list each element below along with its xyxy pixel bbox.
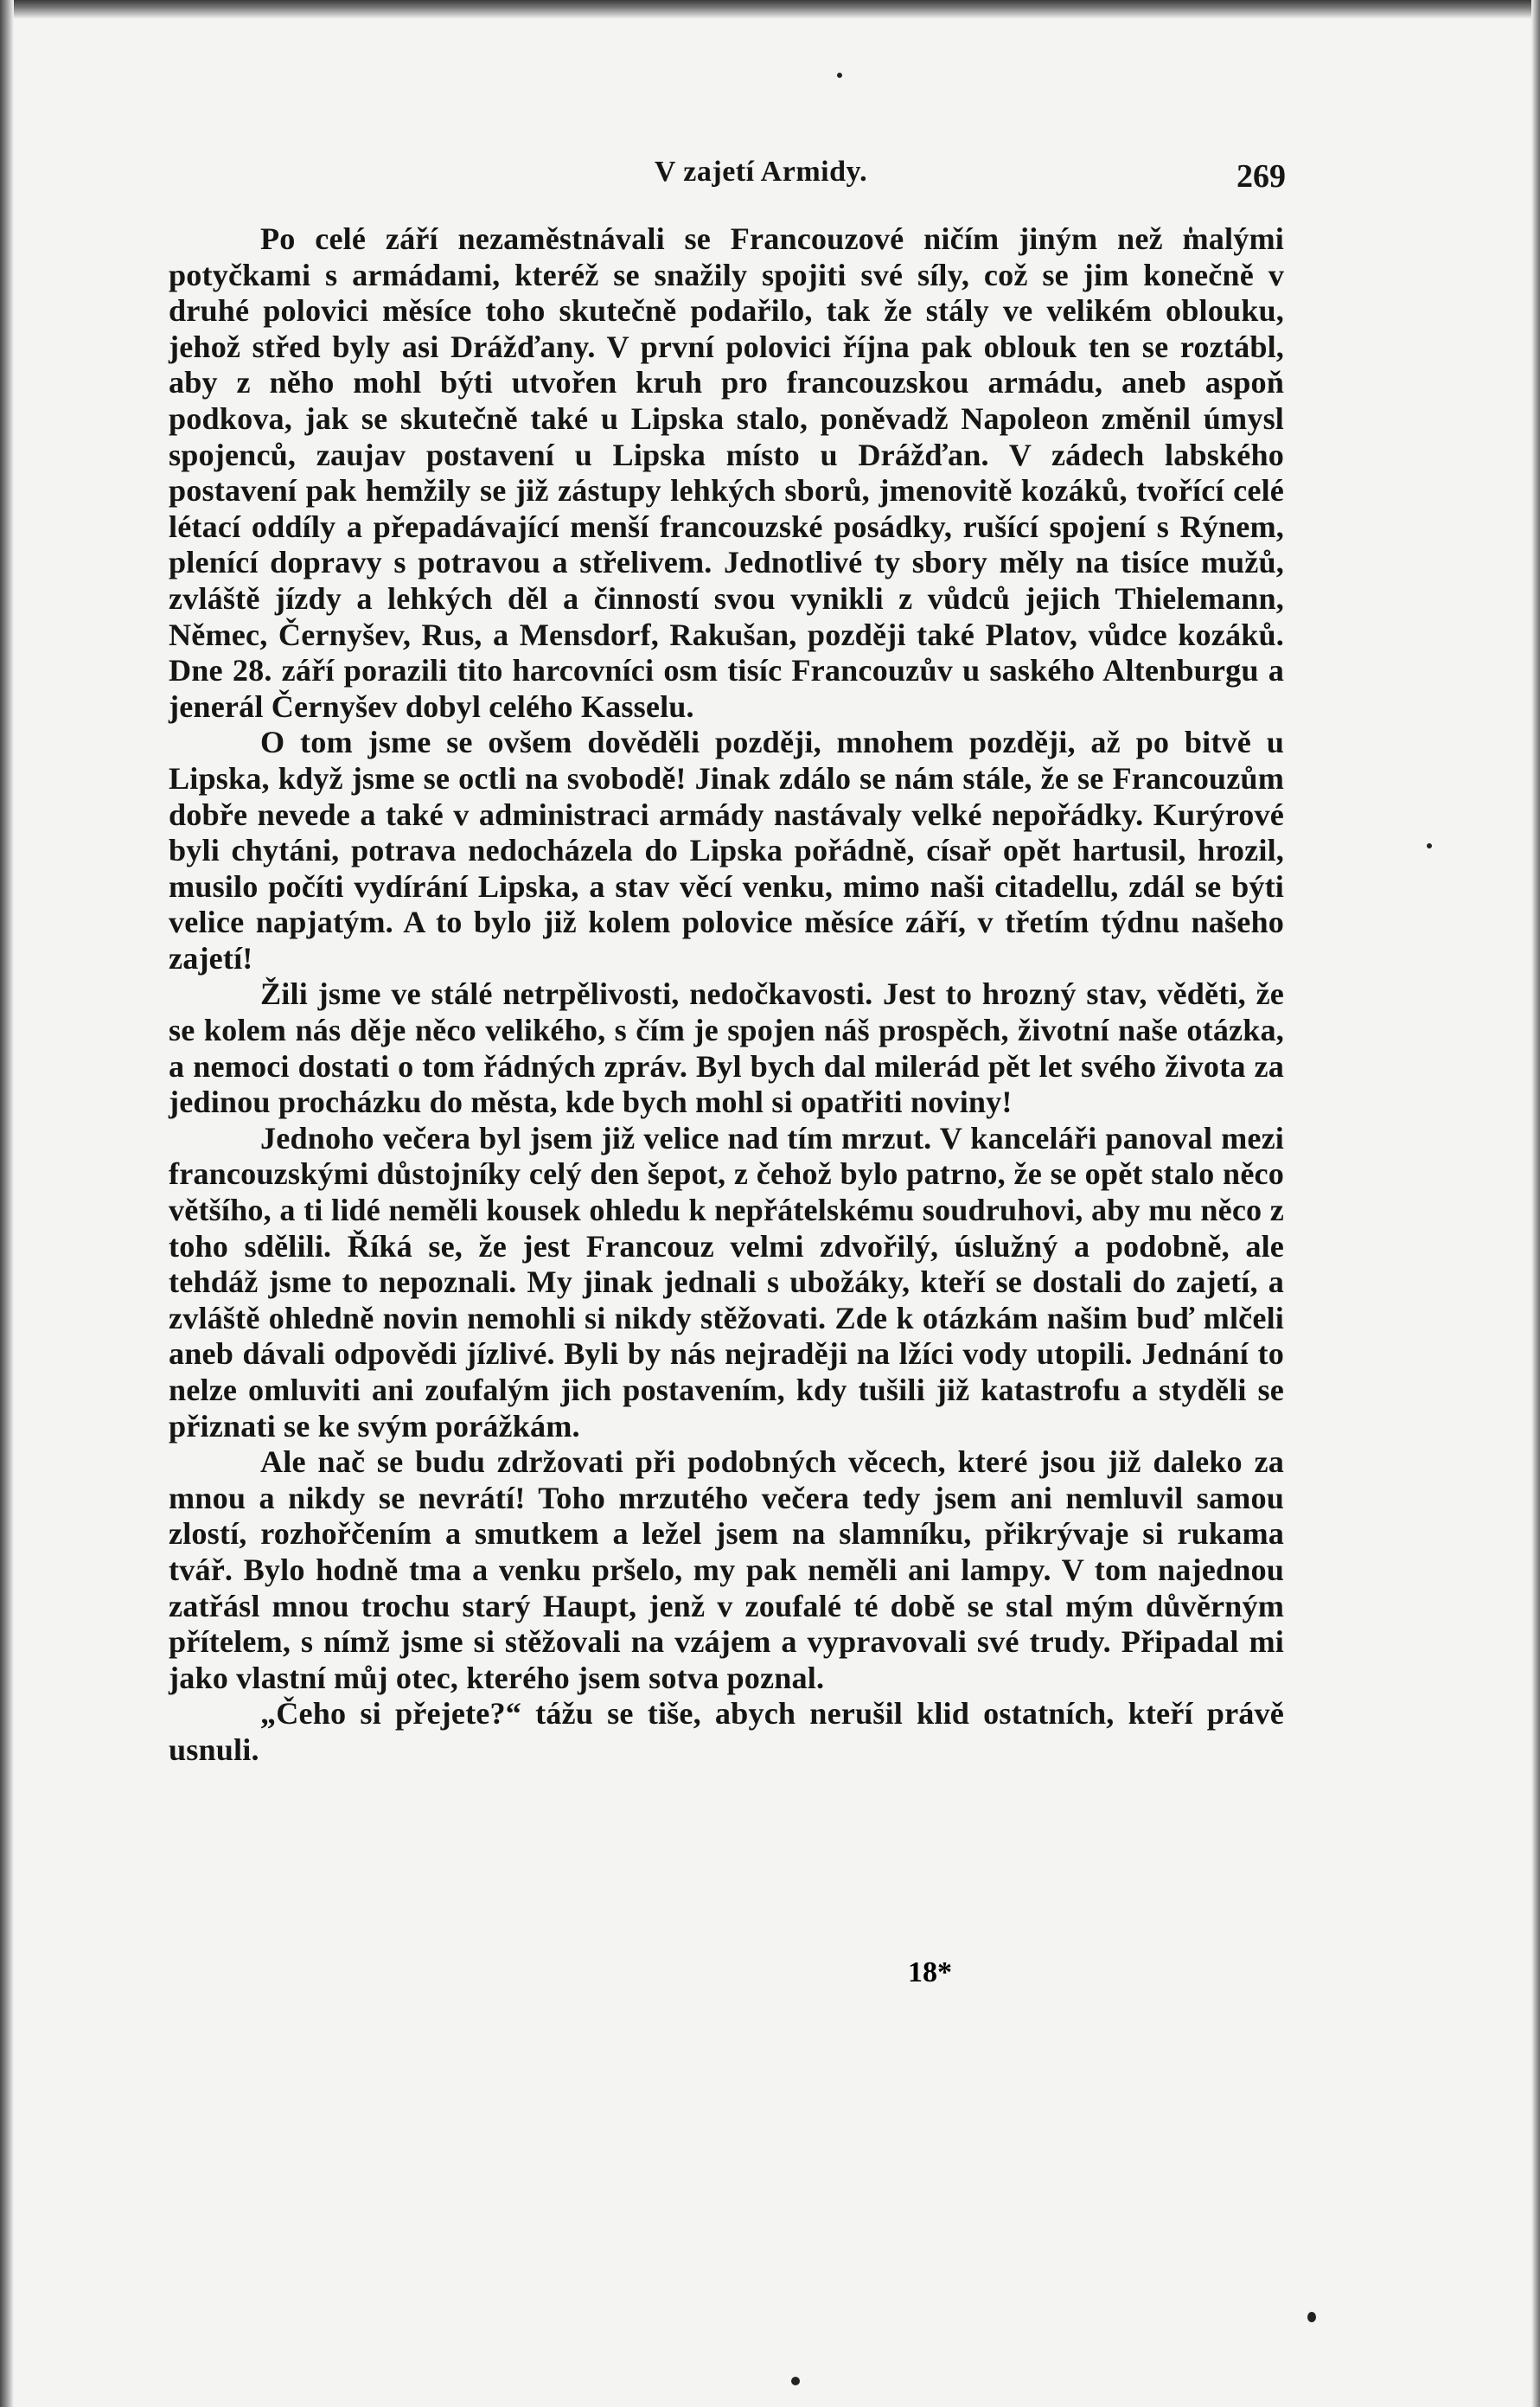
dust-speck bbox=[1427, 843, 1432, 848]
paragraph: Jednoho večera byl jsem již velice nad tím mrzut. V kanceláři panoval mezi francouzskými důstojníky celý den šepot, z čehož bylo patrno, že se opět stalo něco většího, a ti lidé neměli kousek ohledu k nepřátelskému soudruhovi, aby mu něco z toho sdělili. Říká se, že jest Francouz velmi zdvořilý, úslužný a podobně, ale tehdáž jsme to nepoznali. My jinak jednali s ubožáky, kteří se dostali do zajetí, a zvláště ohledně novin nemohli si nikdy stěžovati. Zde k otázkám našim buď mlčeli aneb dávali odpovědi jízlivé. Byli by nás nejraději na lžíci vody utopili. Jednání to nelze omluviti ani zoufalým jich postavením, kdy tušili již katastrofu a styděli se přiznati se ke svým porážkám. bbox=[169, 1120, 1284, 1444]
book-page bbox=[169, 156, 1284, 1769]
paragraph: O tom jsme se ovšem dověděli později, mnohem později, až po bitvě u Lipska, když jsme se octli na svobodě! Jinak zdálo se nám stále, že se Francouzům dobře nevede a také v administraci armády nastávaly velké nepořádky. Kurýrové byli chytáni, potrava nedocházela do Lipska pořádně, císař opět hartusil, hrozil, musilo počíti vydírání Lipska, a stav věcí venku, mimo naši citadellu, zdál se býti velice napjatým. A to bylo již kolem polovice měsíce září, v třetím týdnu našeho zajetí! bbox=[169, 725, 1284, 976]
scan-right-edge bbox=[1531, 0, 1540, 2407]
scan-left-edge bbox=[0, 0, 14, 2407]
paragraph: Žili jsme ve stálé netrpělivosti, nedočkavosti. Jest to hrozný stav, věděti, že se kolem nás děje něco velikého, s čím je spojen náš prospěch, životní naše otázka, a nemoci dostati o tom řádných zpráv. Byl bych dal milerád pět let svého života za jedinou procházku do města, kde bych mohl si opatřiti noviny! bbox=[169, 976, 1284, 1120]
dust-speck bbox=[837, 73, 842, 78]
running-title: V zajetí Armidy. bbox=[654, 156, 868, 188]
dust-speck bbox=[1307, 2312, 1316, 2322]
paragraph: Po celé září nezaměstnávali se Francouzové ničím jiným než malými potyčkami s armádami, kteréž se snažily spojiti své síly, což se jim konečně v druhé polovici měsíce toho skutečně podařilo, tak že stály ve velikém oblouku, jehož střed byly asi Drážďany. V první polovici října pak oblouk ten se roztábl, aby z něho mohl býti utvořen kruh pro francouzskou armádu, aneb aspoň podkova, jak se skutečně také u Lipska stalo, poněvadž Napoleon změnil úmysl spojenců, zaujav postavení u Lipska místo u Drážďan. V zádech labského postavení pak hemžily se již zástupy lehkých sborů, jmenovitě kozáků, tvořící celé létací oddíly a přepadávající menší francouzské posádky, rušící spojení s Rýnem, plenící dopravy s potravou a střelivem. Jednotlivé ty sbory měly na tisíce mužů, zvláště jízdy a lehkých děl a činností svou vynikli z vůdců jejich Thielemann, Němec, Černyšev, Rus, a Mensdorf, Rakušan, později také Platov, vůdce kozáků. Dne 28. září porazili tito harcovníci osm tisíc Francouzův u saského Altenburgu a jenerál Černyšev dobyl celého Kasselu. bbox=[169, 221, 1284, 724]
body-text bbox=[169, 221, 1284, 1769]
dust-speck bbox=[791, 2377, 800, 2385]
paragraph: „Čeho si přejete?“ tážu se tiše, abych nerušil klid ostatních, kteří právě usnuli. bbox=[169, 1696, 1284, 1767]
page-number: 269 bbox=[1236, 158, 1286, 195]
paragraph: Ale nač se budu zdržovati při podobných věcech, které jsou již daleko za mnou a nikdy se nevrátí! Toho mrzutého večera tedy jsem ani nemluvil samou zlostí, rozhořčením a smutkem a ležel jsem na slamníku, přikrývaje si rukama tvář. Bylo hodně tma a venku pršelo, my pak neměli ani lampy. V tom najednou zatřásl mnou trochu starý Haupt, jenž v zoufalé té době se stal mým důvěrným přítelem, s nímž jsme si stěžovali na vzájem a vypravovali své trudy. Připadal mi jako vlastní můj otec, kterého jsem sotva poznal. bbox=[169, 1444, 1284, 1695]
scan-top-edge bbox=[0, 0, 1540, 19]
page-header bbox=[169, 156, 1284, 216]
printer-signature-mark: 18* bbox=[908, 1956, 952, 1988]
